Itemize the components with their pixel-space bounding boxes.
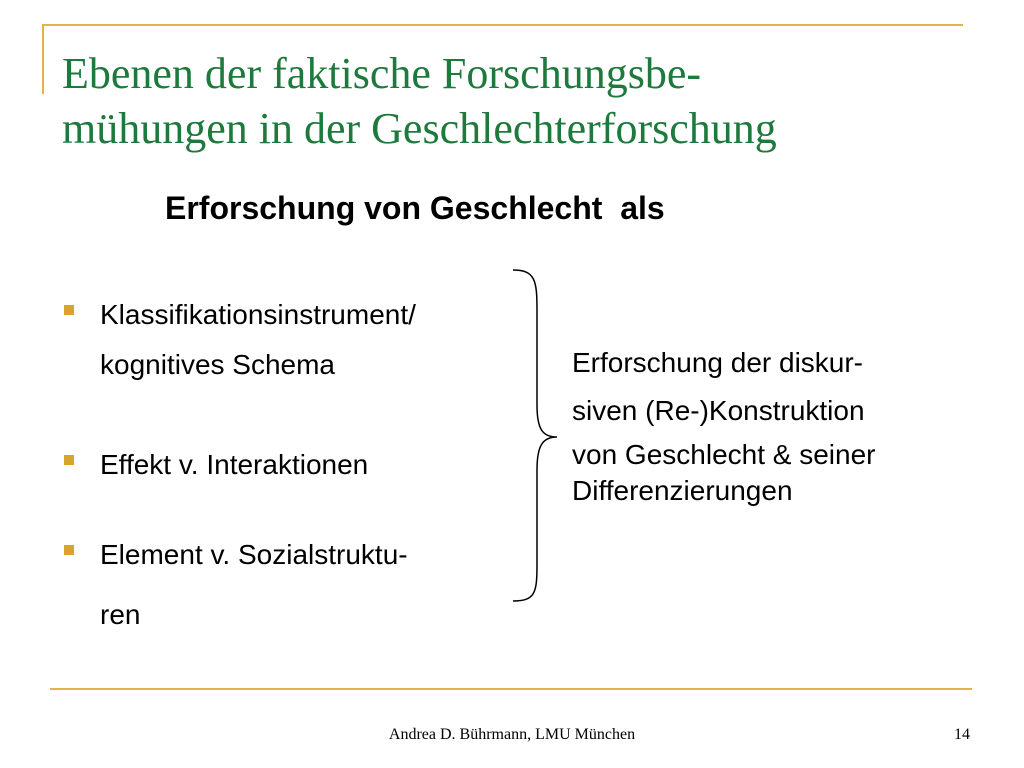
right-text-line-2: siven (Re-)Konstruktion bbox=[572, 395, 865, 426]
slide-title bbox=[62, 46, 962, 156]
right-summary-text bbox=[572, 340, 876, 509]
footer-author: Andrea D. Bührmann, LMU München bbox=[388, 726, 636, 743]
title-line-1: Ebenen der faktische Forschungsbe- bbox=[62, 49, 702, 98]
bullet-3-line-1: Element v. Sozialstruktu- bbox=[100, 539, 408, 570]
bullet-2-line-1: Effekt v. Interaktionen bbox=[100, 449, 369, 480]
square-bullet-icon bbox=[64, 545, 74, 555]
bullet-list bbox=[60, 290, 520, 640]
footer-rule bbox=[50, 688, 972, 690]
list-item bbox=[60, 440, 520, 490]
right-curly-brace-icon bbox=[505, 265, 565, 605]
bullet-3-line-2: ren bbox=[100, 599, 141, 630]
slide-subtitle: Erforschung von Geschlecht als bbox=[165, 190, 665, 226]
page-number: 14 bbox=[954, 726, 970, 743]
frame-left-rule bbox=[42, 24, 44, 94]
list-item bbox=[60, 530, 520, 640]
square-bullet-icon bbox=[64, 305, 74, 315]
right-text-line-1: Erforschung der diskur- bbox=[572, 347, 864, 378]
right-text-line-3: von Geschlecht & seiner bbox=[572, 439, 876, 470]
bullet-1-line-1: Klassifikationsinstrument/ bbox=[100, 299, 416, 330]
bullet-1-line-2: kognitives Schema bbox=[100, 349, 336, 380]
title-line-2: mühungen in der Geschlechterforschung bbox=[62, 104, 777, 153]
frame-top-rule bbox=[42, 24, 963, 26]
square-bullet-icon bbox=[64, 455, 74, 465]
right-text-line-4: Differenzierungen bbox=[572, 475, 793, 506]
list-item bbox=[60, 290, 520, 390]
